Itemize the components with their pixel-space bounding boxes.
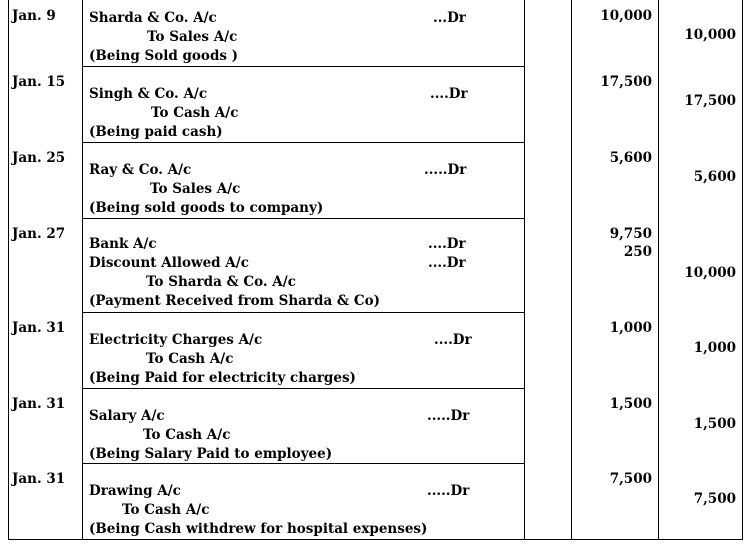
credit-amount: 10,000: [684, 27, 736, 43]
debit-amount: 1,000: [609, 320, 652, 336]
debit-amount: 7,500: [609, 471, 652, 487]
dr-marker: ....Dr: [428, 255, 466, 271]
narration: (Being Sold goods ): [89, 48, 239, 64]
entry-separator: [82, 66, 524, 67]
credit-account: To Cash A/c: [151, 105, 239, 121]
dr-marker: ....Dr: [430, 86, 468, 102]
credit-amount: 10,000: [684, 265, 736, 281]
entry-separator: [82, 463, 524, 464]
dr-marker: ...Dr: [433, 10, 466, 26]
narration: (Being Salary Paid to employee): [89, 446, 333, 462]
dr-marker: .....Dr: [427, 483, 470, 499]
debit-account: Salary A/c: [89, 408, 165, 424]
entry-date: Jan. 27: [12, 226, 66, 242]
debit-account: Discount Allowed A/c: [89, 255, 249, 271]
particulars-column-rule: [524, 0, 525, 540]
narration: (Being sold goods to company): [89, 200, 324, 216]
credit-account: To Sales A/c: [147, 29, 238, 45]
entry-date: Jan. 31: [12, 396, 66, 412]
credit-account: To Sales A/c: [150, 181, 241, 197]
entry-date: Jan. 31: [12, 471, 66, 487]
left-border: [8, 0, 9, 540]
dr-marker: ....Dr: [434, 332, 472, 348]
credit-account: To Sharda & Co. A/c: [146, 274, 296, 290]
credit-account: To Cash A/c: [146, 351, 234, 367]
debit-amount: 250: [623, 244, 652, 260]
debit-account: Electricity Charges A/c: [89, 332, 263, 348]
credit-amount: 1,000: [693, 340, 736, 356]
lf-column-rule: [571, 0, 572, 540]
debit-account: Ray & Co. A/c: [89, 162, 192, 178]
entry-separator: [82, 388, 524, 389]
credit-amount: 5,600: [693, 169, 736, 185]
entry-date: Jan. 15: [12, 74, 66, 90]
credit-account: To Cash A/c: [143, 427, 231, 443]
credit-account: To Cash A/c: [122, 502, 210, 518]
debit-account: Singh & Co. A/c: [89, 86, 208, 102]
debit-amount: 17,500: [600, 74, 652, 90]
debit-amount: 9,750: [609, 226, 652, 242]
dr-marker: .....Dr: [427, 408, 470, 424]
debit-column-rule: [658, 0, 659, 540]
entry-date: Jan. 31: [12, 320, 66, 336]
dr-marker: .....Dr: [424, 162, 467, 178]
credit-amount: 17,500: [684, 93, 736, 109]
credit-amount: 1,500: [693, 416, 736, 432]
debit-account: Bank A/c: [89, 236, 157, 252]
narration: (Payment Received from Sharda & Co): [89, 293, 380, 309]
debit-amount: 1,500: [609, 396, 652, 412]
credit-amount: 7,500: [693, 491, 736, 507]
debit-account: Sharda & Co. A/c: [89, 10, 217, 26]
bottom-border: [8, 539, 743, 540]
entry-separator: [82, 312, 524, 313]
debit-amount: 10,000: [600, 8, 652, 24]
entry-date: Jan. 25: [12, 150, 66, 166]
right-border: [742, 0, 743, 540]
debit-account: Drawing A/c: [89, 483, 181, 499]
entry-separator: [82, 218, 524, 219]
debit-amount: 5,600: [609, 150, 652, 166]
narration: (Being paid cash): [89, 124, 223, 140]
entry-separator: [82, 142, 524, 143]
dr-marker: ....Dr: [428, 236, 466, 252]
narration: (Being Cash withdrew for hospital expenses): [89, 521, 428, 537]
date-column-rule: [82, 0, 83, 540]
narration: (Being Paid for electricity charges): [89, 370, 356, 386]
entry-date: Jan. 9: [12, 8, 56, 24]
